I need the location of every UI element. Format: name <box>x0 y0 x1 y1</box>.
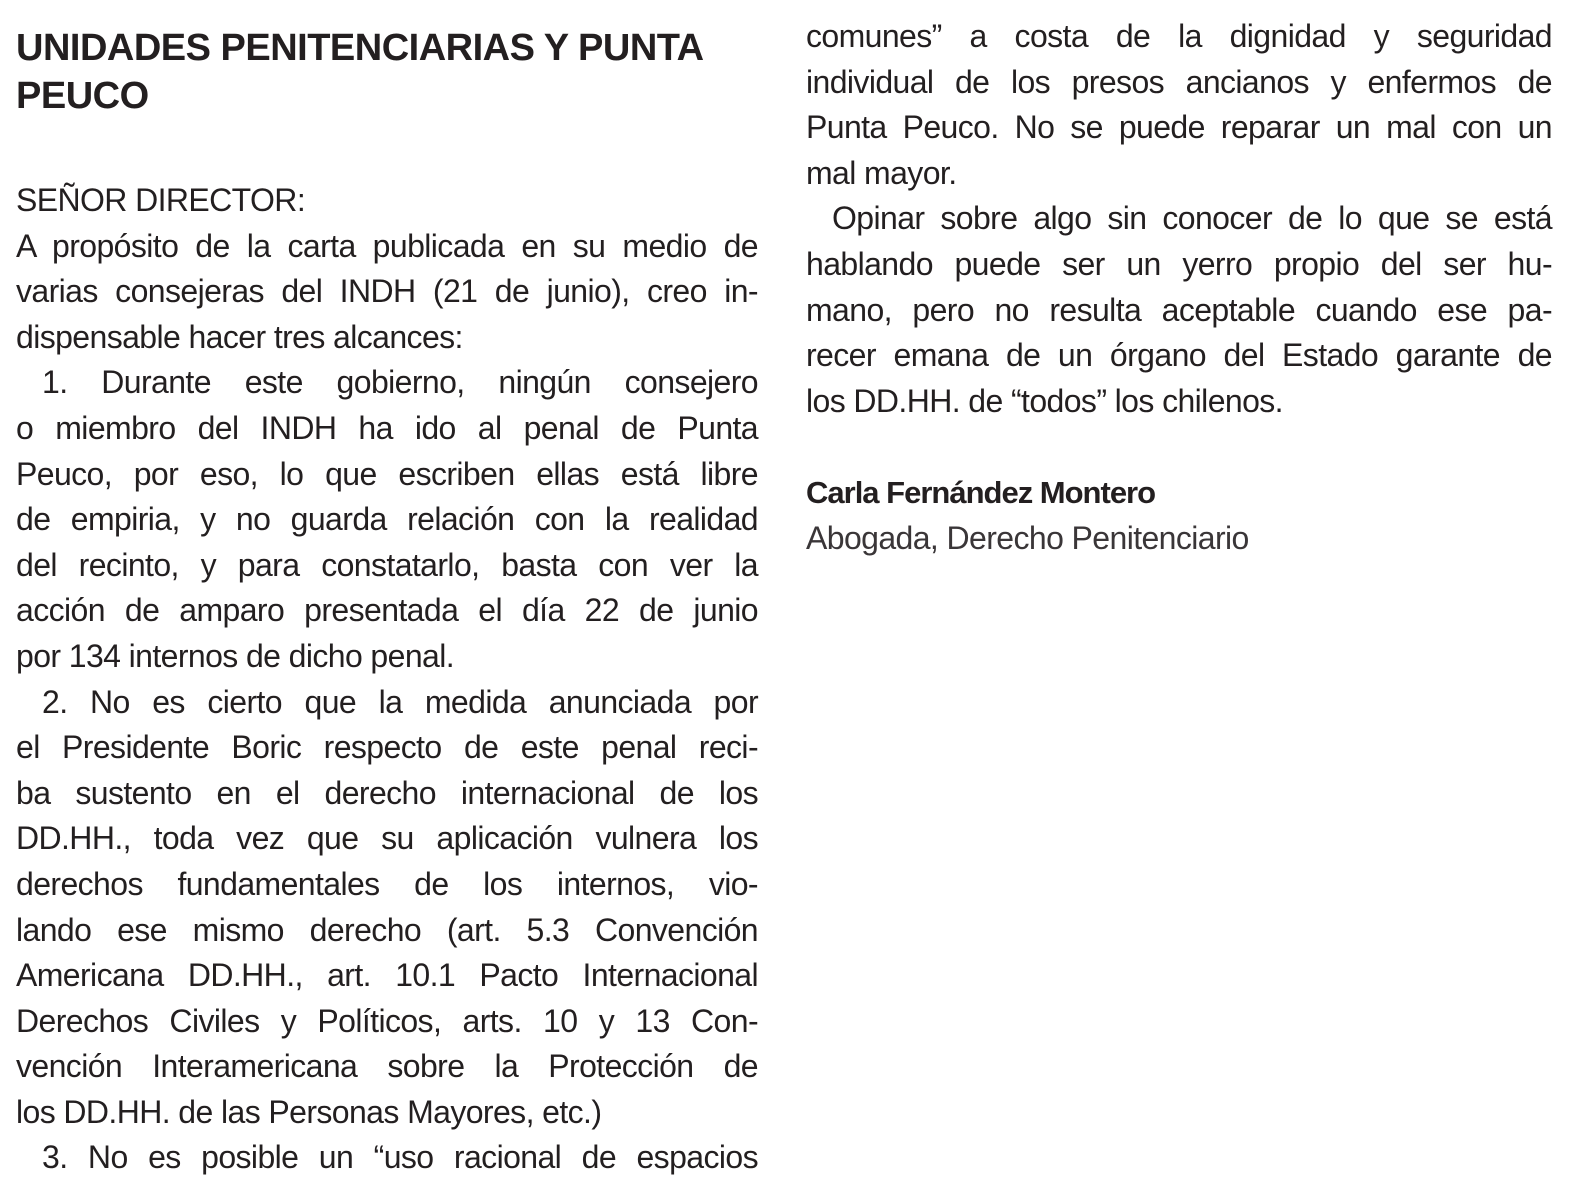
body-line: los DD.HH. de “todos” los chilenos. <box>806 382 1283 419</box>
body-line: Americana DD.HH., art. 10.1 Pacto Internacional <box>16 957 758 994</box>
body-line: mano, pero no resulta aceptable cuando ese pa- <box>806 291 1552 328</box>
body-line: DD.HH., toda vez que su aplicación vulnera los <box>16 820 758 857</box>
body-line: los DD.HH. de las Personas Mayores, etc.) <box>16 1093 602 1130</box>
body-line: vención Interamericana sobre la Protección de <box>16 1048 758 1085</box>
body-line: varias consejeras del INDH (21 de junio), creo in- <box>16 273 758 310</box>
body-line: 2. No es cierto que la medida anunciada por <box>42 683 758 720</box>
right-column <box>806 14 1552 561</box>
headline-line: PEUCO <box>16 75 149 117</box>
body-line: Opinar sobre algo sin conocer de lo que se está <box>832 200 1552 237</box>
body-line: lando ese mismo derecho (art. 5.3 Convención <box>16 911 758 948</box>
headline-line: UNIDADES PENITENCIARIAS Y PUNTA <box>16 27 704 69</box>
body-line: acción de amparo presentada el día 22 de junio <box>16 592 758 629</box>
body-line: mal mayor. <box>806 154 957 191</box>
salutation: SEÑOR DIRECTOR: <box>16 182 306 218</box>
body-line: Punta Peuco. No se puede reparar un mal con un <box>806 109 1552 146</box>
body-line: A propósito de la carta publicada en su medio de <box>16 227 758 264</box>
headline <box>16 24 758 120</box>
body-line: recer emana de un órgano del Estado garante de <box>806 337 1552 374</box>
signature-spacer <box>806 424 1552 470</box>
body-line: por 134 internos de dicho penal. <box>16 637 455 674</box>
body-line: hablando puede ser un yerro propio del ser hu- <box>806 245 1552 282</box>
body-line: individual de los presos ancianos y enfermos de <box>806 63 1552 100</box>
signature-role: Abogada, Derecho Penitenciario <box>806 519 1249 556</box>
body-line: dispensable hacer tres alcances: <box>16 318 463 355</box>
body-line: del recinto, y para constatarlo, basta con ver la <box>16 546 758 583</box>
left-column <box>16 0 758 1181</box>
body-line: el Presidente Boric respecto de este penal reci- <box>16 729 758 766</box>
body-line: 3. No es posible un “uso racional de espacios <box>42 1139 758 1176</box>
body-line: Derechos Civiles y Políticos, arts. 10 y 13 Con- <box>16 1002 758 1039</box>
body-line: 1. Durante este gobierno, ningún consejero <box>42 364 758 401</box>
body-line: comunes” a costa de la dignidad y seguridad <box>806 18 1552 54</box>
body-line: derechos fundamentales de los internos, vio- <box>16 865 758 902</box>
body-line: o miembro del INDH ha ido al penal de Punta <box>16 409 758 446</box>
signature-name: Carla Fernández Montero <box>806 474 1156 510</box>
body-line: ba sustento en el derecho internacional de los <box>16 774 758 811</box>
body-line: Peuco, por eso, lo que escriben ellas está libre <box>16 455 758 492</box>
body-line: de empiria, y no guarda relación con la realidad <box>16 501 758 538</box>
